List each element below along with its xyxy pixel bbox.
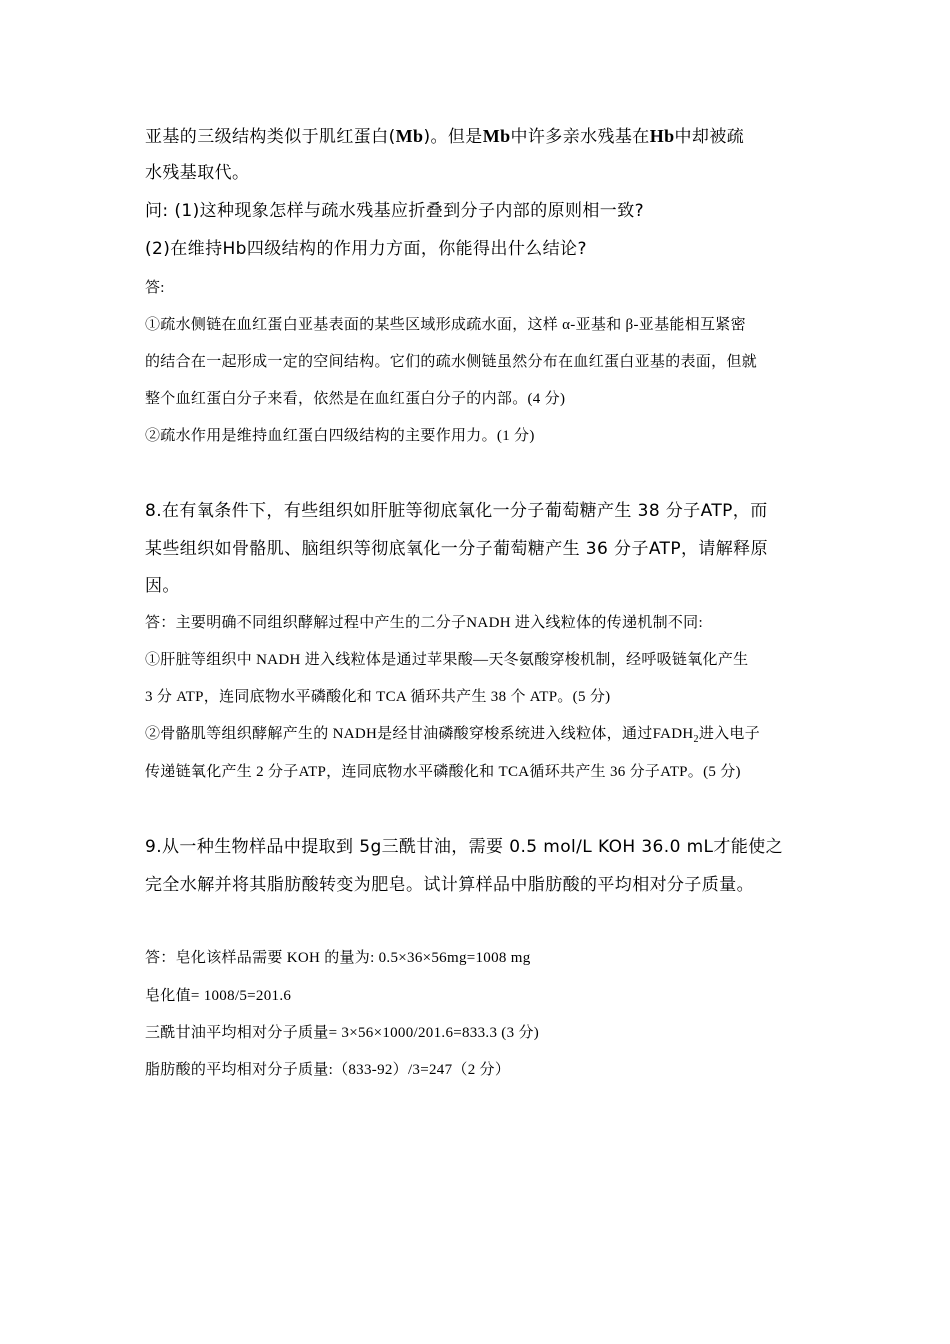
q8-answer-4-text-end: 进入电子	[698, 726, 761, 742]
q9-answer-2: 皂化值= 1008/5=201.6	[145, 988, 292, 1004]
answer-line-1: ①疏水侧链在血红蛋白亚基表面的某些区域形成疏水面，这样 α-亚基和 β-亚基能相互紧密	[145, 317, 746, 333]
answer-line-4: ②疏水作用是维持血红蛋白四级结构的主要作用力。(1 分)	[145, 428, 535, 444]
q8-answer-2: ①肝脏等组织中 NADH 进入线粒体是通过苹果酸—天冬氨酸穿梭机制，经呼吸链氧化产生	[145, 652, 749, 668]
q8-line-2: 某些组织如骨骼肌、脑组织等彻底氧化一分子葡萄糖产生 36 分子ATP，请解释原	[145, 539, 768, 559]
q8-answer-1: 答：主要明确不同组织酵解过程中产生的二分子NADH 进入线粒体的传递机制不同:	[145, 615, 703, 631]
q9-answer-4: 脂肪酸的平均相对分子质量:（833-92）/3=247（2 分）	[145, 1062, 511, 1078]
q8-answer-3: 3 分 ATP，连同底物水平磷酸化和 TCA 循环共产生 38 个 ATP。(5 分)	[145, 689, 611, 705]
q9-answer-3: 三酰甘油平均相对分子质量= 3×56×1000/201.6=833.3 (3 分)	[145, 1025, 540, 1041]
hb-abbrev: Hb	[649, 126, 675, 146]
intro-text: 中许多亲水残基在	[510, 127, 650, 147]
answer-label: 答:	[145, 280, 165, 296]
intro-text: 中却被疏	[674, 127, 745, 147]
q9-answer-1: 答：皂化该样品需要 KOH 的量为: 0.5×36×56mg=1008 mg	[145, 950, 531, 966]
q9-line-1: 9.从一种生物样品中提取到 5g三酰甘油，需要 0.5 mol/L KOH 36.0 mL才能使之	[145, 837, 784, 857]
q8-answer-4-text: ②骨骼肌等组织酵解产生的 NADH是经甘油磷酸穿梭系统进入线粒体，通过FADH	[145, 726, 694, 742]
q8-answer-4	[145, 722, 760, 745]
intro-line-1	[145, 122, 744, 147]
question-line-1: 问: (1)这种现象怎样与疏水残基应折叠到分子内部的原则相一致?	[145, 201, 645, 221]
answer-line-3: 整个血红蛋白分子来看，依然是在血红蛋白分子的内部。(4 分)	[145, 391, 566, 407]
intro-text: 亚基的三级结构类似于肌红蛋白(	[145, 127, 396, 147]
question-line-2: (2)在维持Hb四级结构的作用力方面，你能得出什么结论?	[145, 239, 587, 259]
intro-line-2: 水残基取代。	[145, 163, 250, 183]
q8-line-1: 8.在有氧条件下，有些组织如肝脏等彻底氧化一分子葡萄糖产生 38 分子ATP，而	[145, 501, 768, 521]
answer-line-2: 的结合在一起形成一定的空间结构。它们的疏水侧链虽然分布在血红蛋白亚基的表面，但就	[145, 354, 758, 370]
mb-abbrev: Mb	[395, 126, 424, 146]
mb-abbrev: Mb	[482, 126, 511, 146]
subscript-2: 2	[693, 734, 699, 745]
intro-text: )。但是	[423, 127, 483, 147]
q8-line-3: 因。	[145, 576, 180, 596]
q8-answer-5: 传递链氧化产生 2 分子ATP，连同底物水平磷酸化和 TCA循环共产生 36 分子ATP。(5 分)	[145, 764, 741, 780]
q9-line-2: 完全水解并将其脂肪酸转变为肥皂。试计算样品中脂肪酸的平均相对分子质量。	[145, 875, 754, 895]
